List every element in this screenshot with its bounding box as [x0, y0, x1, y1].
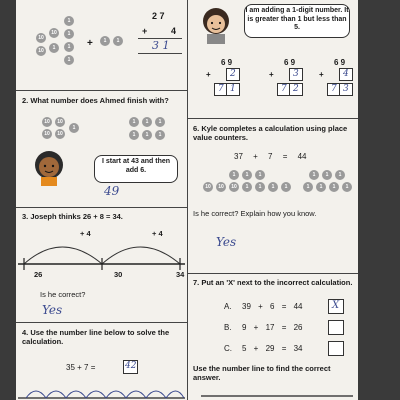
divider — [16, 90, 187, 91]
counter: 1 — [229, 170, 239, 180]
q5-speech-bubble — [244, 4, 350, 38]
counter: 1 — [342, 182, 352, 192]
divider — [16, 322, 187, 323]
counter: 1 — [129, 130, 139, 140]
q2-answer: 49 — [104, 184, 120, 198]
box-digit: 7 — [218, 84, 224, 94]
sum-plus: + — [319, 70, 324, 79]
sum-top: 2 7 — [152, 11, 165, 21]
column-divider — [187, 0, 188, 400]
counter: 10 — [203, 182, 213, 192]
box-digit: 2 — [230, 69, 236, 79]
divider — [187, 273, 358, 274]
jump-label: + 4 — [152, 229, 163, 238]
divider — [187, 118, 358, 119]
counter: 1 — [142, 117, 152, 127]
counter: 1 — [281, 182, 291, 192]
mark-box[interactable] — [328, 341, 344, 356]
q7-number-line — [187, 388, 358, 400]
sum-answer: 3 1 — [152, 39, 170, 52]
q6-answer: Yes — [216, 235, 237, 249]
divider — [16, 207, 187, 208]
counter: 1 — [329, 182, 339, 192]
q6-question: Is he correct? Explain how you know. — [193, 209, 317, 218]
box-digit: 2 — [293, 84, 299, 94]
q2-speech-bubble — [94, 155, 178, 183]
counter: 10 — [216, 182, 226, 192]
digit-box[interactable] — [289, 68, 303, 81]
counter: 1 — [64, 55, 74, 65]
q3-question: Is he correct? — [40, 290, 86, 299]
q3-answer: Yes — [42, 303, 63, 317]
mark-box[interactable] — [328, 299, 344, 314]
speech-text: I start at 43 and then add 6. — [101, 158, 171, 174]
counter: 10 — [36, 33, 46, 43]
row-calc: 39 + 6 = 44 — [242, 302, 303, 311]
box-digit: 1 — [230, 84, 236, 94]
counter: 1 — [49, 43, 59, 53]
ahmed-avatar — [32, 148, 66, 186]
counter: 1 — [255, 182, 265, 192]
mark-box[interactable] — [328, 320, 344, 335]
row-calc: 5 + 29 = 34 — [242, 344, 303, 353]
row-label: B. — [224, 323, 232, 332]
q4-answer: 42 — [125, 361, 137, 371]
tick-label: 34 — [176, 270, 185, 279]
digit-box[interactable] — [339, 83, 353, 96]
sum-top: 6 9 — [284, 58, 296, 67]
counter: 10 — [42, 129, 52, 139]
digit-box[interactable] — [226, 83, 240, 96]
q6-title: 6. Kyle completes a calculation using place value counters. — [193, 124, 348, 142]
answer-box[interactable] — [123, 360, 138, 374]
sum-plus: + — [269, 70, 274, 79]
jump-label: + 4 — [80, 229, 91, 238]
sum-top: 6 9 — [221, 58, 233, 67]
counter: 1 — [100, 36, 110, 46]
counter: 10 — [55, 129, 65, 139]
counter: 1 — [268, 182, 278, 192]
digit-box[interactable] — [226, 68, 240, 81]
x-mark: X — [332, 300, 340, 311]
counter: 1 — [129, 117, 139, 127]
q3-title: 3. Joseph thinks 26 + 8 = 34. — [22, 212, 123, 221]
digit-box[interactable] — [339, 68, 353, 81]
tick-label: 26 — [34, 270, 43, 279]
counter: 1 — [255, 170, 265, 180]
counter: 1 — [142, 130, 152, 140]
sum-top: 6 9 — [334, 58, 346, 67]
counter: 1 — [322, 170, 332, 180]
sum-line — [138, 53, 182, 54]
sum-plus: + — [206, 70, 211, 79]
counter: 1 — [64, 42, 74, 52]
counter: 1 — [113, 36, 123, 46]
q7-title: 7. Put an 'X' next to the incorrect calculation. — [193, 278, 353, 287]
worksheet-page — [16, 0, 358, 400]
counter: 1 — [69, 123, 79, 133]
row-calc: 9 + 17 = 26 — [242, 323, 303, 332]
counter: 1 — [64, 16, 74, 26]
counter: 10 — [49, 28, 59, 38]
row-label: C. — [224, 344, 232, 353]
box-digit: 3 — [293, 69, 299, 79]
row-label: A. — [224, 302, 232, 311]
tick-label: 30 — [114, 270, 123, 279]
counter: 1 — [242, 182, 252, 192]
q6-calc: 37 + 7 = 44 — [234, 152, 307, 161]
counter: 10 — [42, 117, 52, 127]
counter: 1 — [303, 182, 313, 192]
plus-sign: + — [87, 38, 93, 49]
counter: 1 — [155, 130, 165, 140]
counter: 1 — [335, 170, 345, 180]
counter: 10 — [36, 46, 46, 56]
box-digit: 7 — [331, 84, 337, 94]
counter: 1 — [309, 170, 319, 180]
q4-number-line — [16, 378, 187, 400]
counter: 1 — [64, 29, 74, 39]
sum-plus: + — [142, 26, 148, 36]
box-digit: 7 — [281, 84, 287, 94]
speech-text: I am adding a 1-digit number. It is greater than 1 but less than 5. — [245, 7, 349, 31]
counter: 10 — [55, 117, 65, 127]
box-digit: 4 — [343, 69, 349, 79]
counter: 1 — [242, 170, 252, 180]
digit-box[interactable] — [289, 83, 303, 96]
counter: 10 — [229, 182, 239, 192]
q4-title: 4. Use the number line below to solve the calculation. — [22, 328, 170, 346]
q4-calc: 35 + 7 = — [66, 363, 96, 372]
sum-mid: 4 — [171, 26, 177, 36]
counter: 1 — [316, 182, 326, 192]
box-digit: 3 — [343, 84, 349, 94]
counter: 1 — [155, 117, 165, 127]
q7-footer: Use the number line to find the correct answer. — [193, 364, 331, 382]
q2-title: 2. What number does Ahmed finish with? — [22, 96, 169, 105]
girl-avatar — [199, 6, 233, 46]
